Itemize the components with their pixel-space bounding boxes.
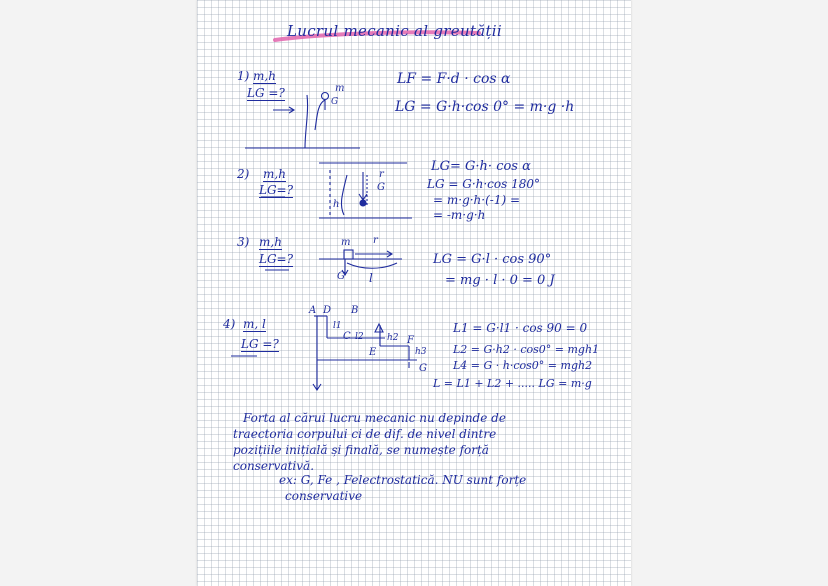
p3-equation-2: = mg · l · 0 = 0 J: [445, 273, 555, 288]
p4-point-e: E: [369, 347, 377, 358]
p2-equation-3: = m·g·h·(-1) =: [433, 193, 521, 207]
p4-h3-label: h3: [415, 347, 427, 357]
p2-unknown: LG=?: [259, 183, 294, 197]
p2-equation-4: = -m·g·h: [433, 208, 486, 222]
p3-given: m,h: [259, 235, 282, 249]
p4-l2-label: l2: [355, 332, 364, 342]
p4-force-label: G: [419, 363, 427, 374]
p2-number: 2): [237, 167, 250, 181]
text-line-5: ex: G, Fe , Felectrostatică. NU sunt forțe: [279, 473, 527, 487]
page-title: Lucrul mecanic al greutății: [287, 22, 503, 40]
p3-l-label: l: [369, 271, 373, 285]
p4-point-d: D: [323, 305, 332, 316]
p4-point-a: A: [309, 305, 317, 316]
text-line-1: Forta al cărui lucru mecanic nu depinde de: [243, 411, 506, 425]
text-line-6: conservative: [285, 489, 363, 503]
p4-equation-1: L1 = G·l1 · cos 90 = 0: [453, 321, 588, 335]
p2-r-label: r: [379, 169, 384, 180]
p1-mass-label: m: [335, 83, 345, 94]
p2-h-label: h: [333, 199, 340, 210]
p2-force-label: G: [377, 182, 385, 193]
p3-number: 3): [237, 235, 250, 249]
p4-equation-3: L4 = G · h·cos0° = mgh2: [453, 359, 593, 372]
p2-given: m,h: [263, 167, 286, 181]
text-line-4: conservativă.: [233, 459, 315, 473]
p1-given: m,h: [253, 69, 276, 83]
p2-equation-2: LG = G·h·cos 180°: [427, 177, 541, 191]
text-line-2: traectoria corpului ci de dif. de nivel dintre: [233, 427, 497, 441]
p1-unknown: LG =?: [247, 86, 285, 100]
p1-equation-1: LF = F·d · cos α: [397, 71, 511, 87]
p4-l1-label: l1: [333, 321, 342, 331]
p4-equation-4: L = L1 + L2 + ..... LG = m·g: [433, 377, 592, 390]
p3-equation-1: LG = G·l · cos 90°: [433, 252, 552, 267]
p4-point-b: B: [351, 305, 359, 316]
p3-mass-label: m: [341, 237, 351, 248]
p1-number: 1): [237, 69, 250, 83]
p1-equation-2: LG = G·h·cos 0° = m·g ·h: [395, 99, 575, 115]
p3-r-label: r: [373, 235, 378, 246]
p4-point-f: F: [407, 335, 414, 346]
p4-equation-2: L2 = G·h2 · cos0° = mgh1: [453, 343, 600, 356]
p4-number: 4): [223, 317, 236, 331]
p4-point-c: C: [343, 331, 351, 342]
p4-given: m, l: [243, 317, 266, 331]
p1-force-label: G: [331, 97, 339, 107]
p2-equation-1: LG= G·h· cos α: [431, 159, 531, 174]
notebook-page: [197, 0, 631, 586]
p3-force-label: G: [337, 271, 345, 282]
text-line-3: pozițiile inițială și finală, se numește forță: [233, 443, 489, 457]
p3-unknown: LG=?: [259, 252, 294, 266]
p4-unknown: LG =?: [241, 337, 279, 351]
p4-h2-label: h2: [387, 333, 399, 343]
